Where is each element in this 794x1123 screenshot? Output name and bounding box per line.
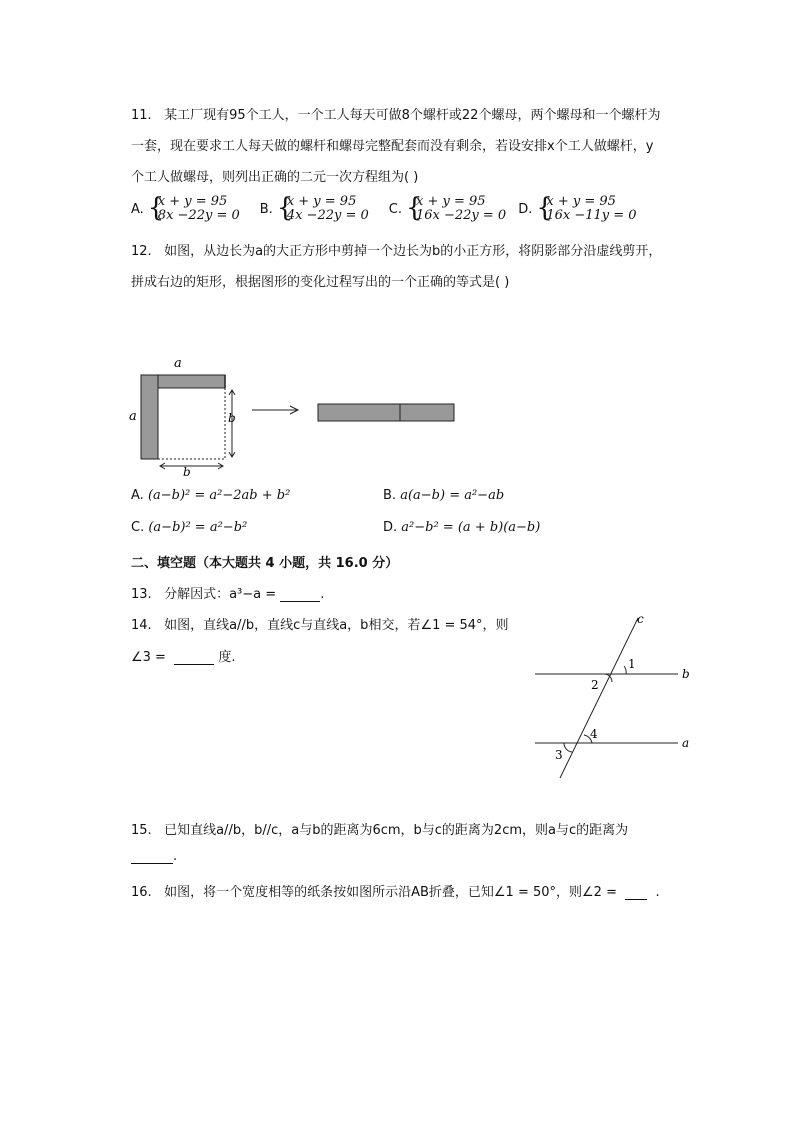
q13-number: 13. [131,587,152,602]
q12-figure [120,350,480,480]
q11-option-c-eq1: x + y = 95 [415,194,486,209]
q11-option-d-eq2: 16x −11y = 0 [546,208,637,223]
q14-label-4: 4 [590,727,598,741]
q14-label-3: 3 [555,748,563,762]
q16-answer-blank[interactable] [625,885,647,900]
q11-option-a-eq2: 8x −22y = 0 [157,208,240,223]
q12-text-1: 如图，从边长为a的大正方形中剪掉一个边长为b的小正方形，将阴影部分沿虚线剪开， [164,244,662,259]
q11-line2: 一套，现在要求工人每天做的螺杆和螺母完整配套而没有剩余，若设安排x个工人做螺杆，y [131,139,654,154]
q14-angle1-arc [624,666,626,674]
q11-option-b-eq2: 4x −22y = 0 [286,208,369,223]
q12-option-a-text: (a−b)² = a²−2ab + b² [147,488,291,503]
q14-line-c [560,618,638,778]
q11-option-d-system: { x + y = 95 16x −11y = 0 [536,193,637,223]
section2-title: 二、填空题（本大题共 4 小题，共 16.0 分） [131,556,399,571]
q13-text: 分解因式：a³−a = [164,587,281,602]
q12-option-d-label: D. [383,520,398,535]
q14-text-1: 如图，直线a//b，直线c与直线a，b相交，若∠1 = 54°，则 [164,618,509,633]
q11-option-c-eq2: 16x −22y = 0 [415,208,507,223]
q12-option-b-text: a(a−b) = a²−ab [400,488,505,503]
q12-option-b-label: B. [383,488,397,503]
q11-option-d-eq1: x + y = 95 [546,194,616,209]
q12-label-bottom: b [183,465,191,479]
q15-line1 [131,819,628,838]
q11-option-a-label: A. [131,201,144,217]
q12-label-top: a [174,356,182,371]
q11-option-b-label: B. [259,201,273,217]
q13-answer-blank[interactable] [280,587,320,602]
q12-option-a-label: A. [131,488,144,503]
q14-label-a: a [682,736,690,750]
q11-number: 11. [131,108,152,123]
q11-option-b-eq1: x + y = 95 [286,194,357,209]
q15-number: 15. [131,823,152,838]
q14-text-2: ∠3 = [131,650,171,665]
q11-line1 [131,104,660,123]
q15-answer-blank[interactable] [131,849,173,864]
q14-label-c: c [637,612,644,626]
q12-line2: 拼成右边的矩形，根据图形的变化过程写出的一个正确的等式是( ) [131,275,510,290]
q16-number: 16. [131,885,152,900]
q12-option-d [383,520,540,535]
q15-end: . [173,849,178,864]
q15-text: 已知直线a//b，b//c，a与b的距离为6cm，b与c的距离为2cm，则a与c的距离为 [164,823,629,838]
q12-number: 12. [131,244,152,259]
q11-text-1: 某工厂现有95个工人，一个工人每天可做8个螺杆或22个螺母，两个螺母和一个螺杆为 [164,108,661,123]
q11-option-a-system: { x + y = 95 8x −22y = 0 [147,193,240,223]
q12-label-right: b [228,411,236,425]
q11-line3: 个工人做螺母，则列出正确的二元一次方程组为( ) [131,170,419,185]
q12-label-left: a [129,409,137,424]
q12-option-c-label: C. [131,520,145,535]
q12-option-a [131,488,290,503]
q11-option-a-eq1: x + y = 95 [157,194,228,209]
q16 [131,881,660,900]
q12-line1 [131,240,661,259]
q14-angle3-arc [564,743,572,752]
q12-option-b [383,488,504,503]
q12-option-c [131,520,247,535]
q14-label-2: 2 [591,678,599,692]
q14-text-3: 度. [218,650,236,665]
q13 [131,583,324,602]
q16-end: . [655,885,660,900]
q12-option-c-text: (a−b)² = a²−b² [148,520,248,535]
q12-top-shaded-strip [158,375,225,388]
q16-text: 如图，将一个宽度相等的纸条按如图所示沿AB折叠，已知∠1 = 50°，则∠2 = [164,885,622,900]
q14-label-1: 1 [628,657,636,671]
q14-number: 14. [131,618,152,633]
q12-option-d-text: a²−b² = (a + b)(a−b) [401,520,541,535]
q11-option-c-system: { x + y = 95 16x −22y = 0 [405,193,507,223]
q12-result-rectangle [318,404,454,421]
q14-figure [528,608,708,788]
q11-options [131,195,637,223]
q11-option-b-system: { x + y = 95 4x −22y = 0 [276,193,369,223]
q11-option-c-label: C. [388,201,402,217]
q14-answer-blank[interactable] [174,650,214,665]
q14-label-b: b [682,667,690,681]
q13-end: . [320,587,325,602]
q14-line1 [131,614,509,633]
q14-line2 [131,646,236,665]
q11-option-d-label: D. [518,201,533,217]
q15-line2 [131,849,177,864]
q12-left-shaded-strip [141,375,158,459]
